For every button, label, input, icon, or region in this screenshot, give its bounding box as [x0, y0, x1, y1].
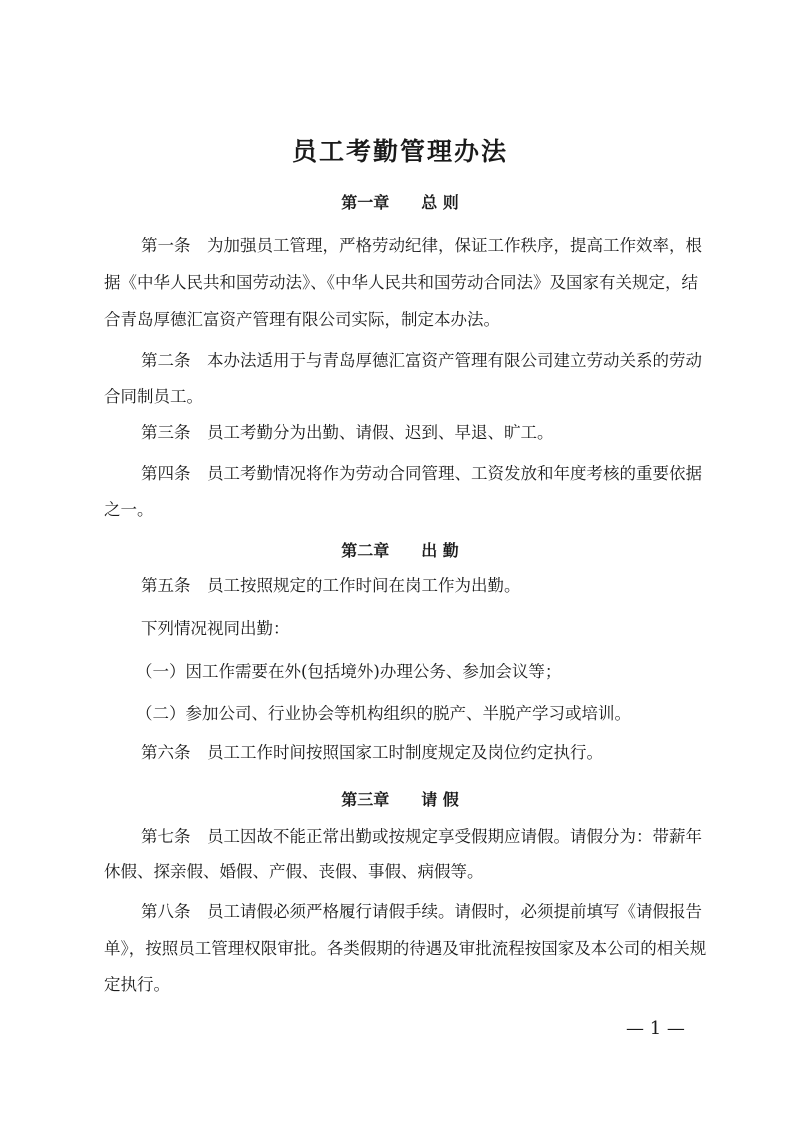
paragraph-line: 第三条 员工考勤分为出勤、请假、迟到、早退、旷工。 [141, 423, 554, 442]
chapter-name: 总 则 [421, 193, 459, 212]
chapter-number: 第二章 [341, 541, 390, 560]
paragraph-line: 合同制员工。 [104, 387, 203, 406]
list-item: （二）参加公司、行业协会等机构组织的脱产、半脱产学习或培训。 [136, 704, 631, 723]
paragraph-line: 第八条 员工请假必须严格履行请假手续。请假时，必须提前填写《请假报告 [141, 902, 702, 921]
paragraph-line: 单》，按照员工管理权限审批。各类假期的待遇及审批流程按国家及本公司的相关规 [104, 939, 707, 958]
paragraph-line: 第七条 员工因故不能正常出勤或按规定享受假期应请假。请假分为：带薪年 [141, 827, 702, 846]
paragraph-line: 第二条 本办法适用于与青岛厚德汇富资产管理有限公司建立劳动关系的劳动 [141, 351, 702, 370]
paragraph-line: 第五条 员工按照规定的工作时间在岗工作为出勤。 [141, 576, 521, 595]
document-title: 员工考勤管理办法 [291, 137, 508, 166]
paragraph-line: 据《中华人民共和国劳动法》、《中华人民共和国劳动合同法》及国家有关规定，结 [104, 273, 698, 292]
chapter-name: 请 假 [421, 790, 459, 809]
paragraph-line: 第一条 为加强员工管理，严格劳动纪律，保证工作秩序，提高工作效率，根 [141, 236, 702, 255]
chapter-heading [0, 190, 800, 213]
paragraph-line: 第四条 员工考勤情况将作为劳动合同管理、工资发放和年度考核的重要依据 [141, 464, 702, 483]
chapter-heading [0, 787, 800, 810]
paragraph-line: 定执行。 [104, 975, 170, 994]
chapter-number: 第三章 [341, 790, 390, 809]
chapter-number: 第一章 [341, 193, 390, 212]
paragraph-line: 休假、探亲假、婚假、产假、丧假、事假、病假等。 [104, 862, 484, 881]
paragraph-line: 合青岛厚德汇富资产管理有限公司实际，制定本办法。 [104, 310, 500, 329]
list-item: （一）因工作需要在外(包括境外)办理公务、参加会议等； [136, 662, 562, 681]
chapter-name: 出 勤 [421, 541, 459, 560]
paragraph-line: 第六条 员工工作时间按照国家工时制度规定及岗位约定执行。 [141, 743, 603, 762]
page-number: — 1 — [626, 1018, 685, 1039]
paragraph-line: 下列情况视同出勤： [141, 619, 290, 638]
chapter-heading [0, 538, 800, 561]
paragraph-line: 之一。 [104, 500, 154, 519]
